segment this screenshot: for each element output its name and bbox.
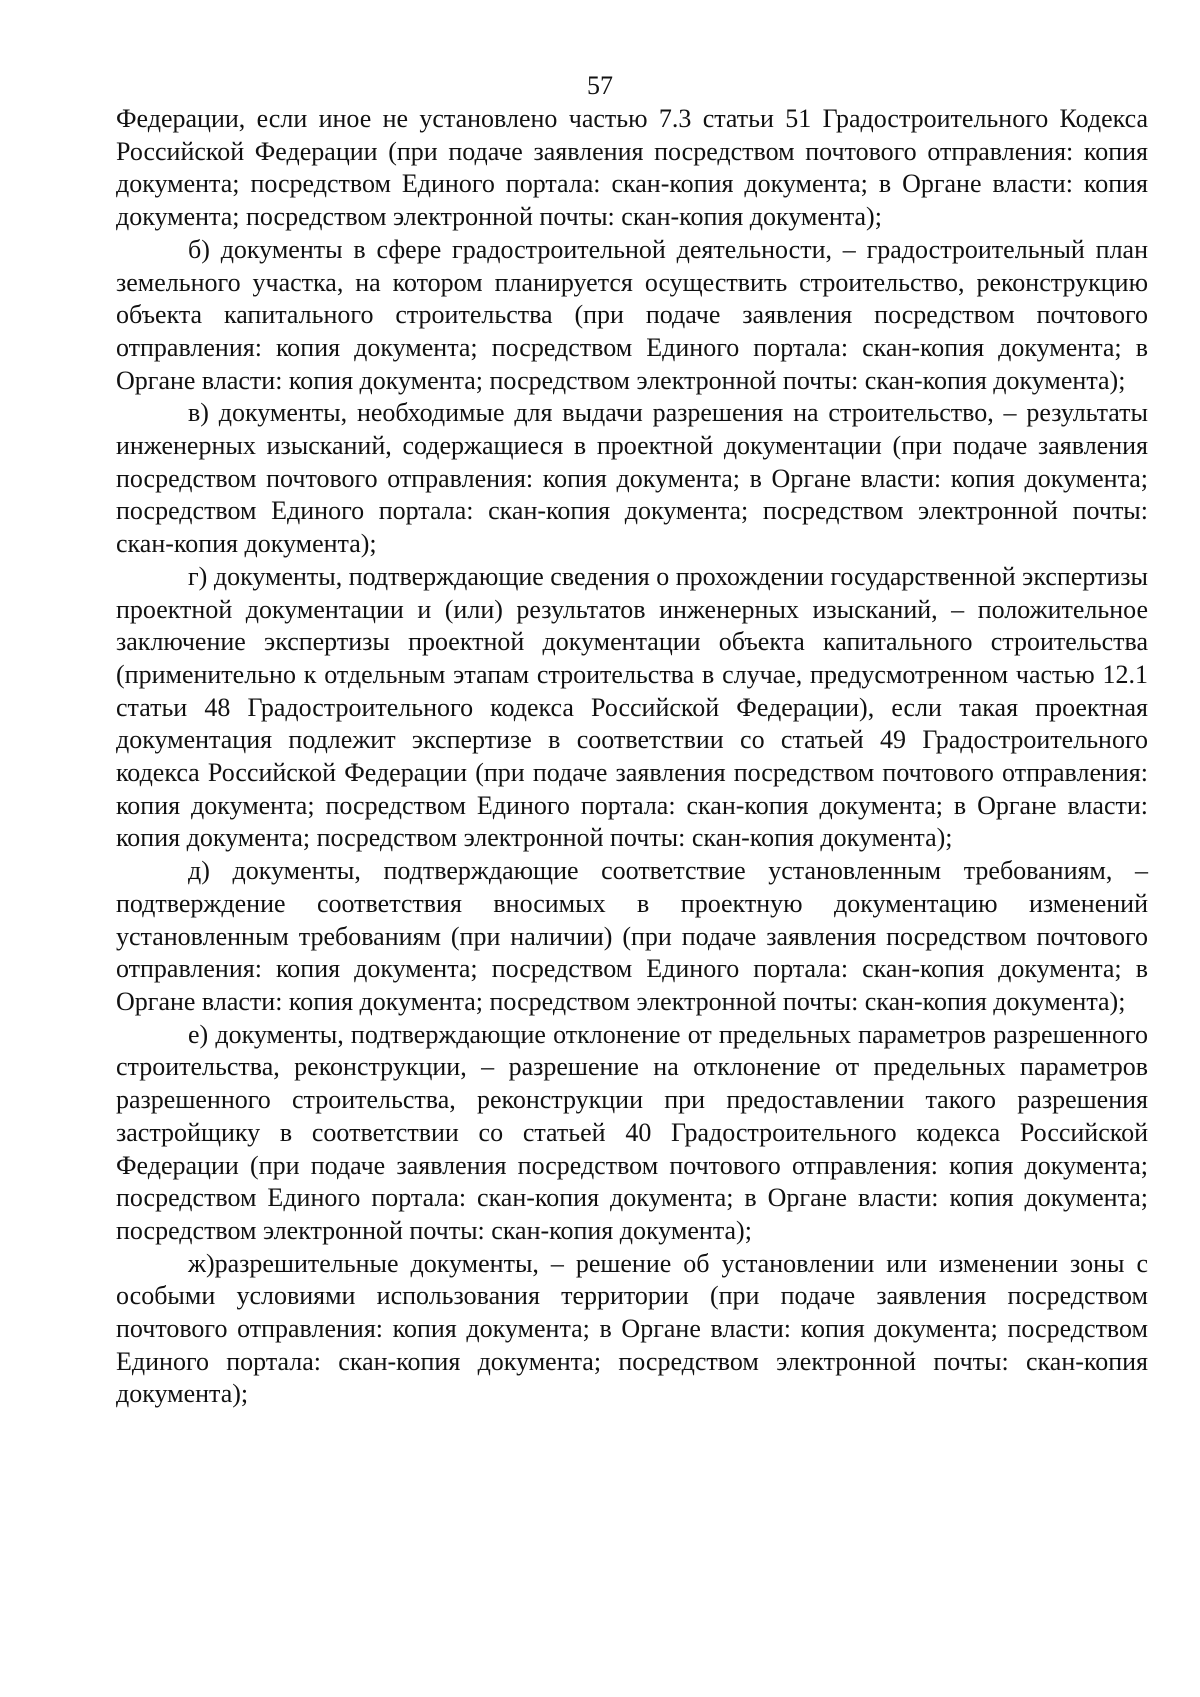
paragraph-continuation: Федерации, если иное не установлено частью 7.3 статьи 51 Градостроительного Кодекса Российской Федерации (при подаче заявления посредством почтового отправления: копия документа; посредством Единого портала: скан-копия документа; в Органе власти: копия документа; посредством электронной почты: скан-копия документа); — [116, 104, 1148, 232]
paragraph-item-d: д) документы, подтверждающие соответствие установленным требованиям, – подтверждение соответствия вносимых в проектную документацию изменений установленным требованиям (при наличии) (при подаче заявления посредством почтового отправления: копия документа; посредством Единого портала: скан-копия документа; в Органе власти: копия документа; посредством электронной почты: скан-копия документа); — [116, 856, 1148, 1016]
paragraph-item-zh: ж)разрешительные документы, – решение об установлении или изменении зоны с особыми условиями использования территории (при подаче заявления посредством почтового отправления: копия документа; в Органе власти: копия документа; посредством Единого портала: скан-копия документа; посредством электронной почты: скан-копия документа); — [116, 1248, 1148, 1409]
paragraph-item-v: в) документы, необходимые для выдачи разрешения на строительство, – результаты инженерных изысканий, содержащиеся в проектной документации (при подаче заявления посредством почтового отправления: копия документа; в Органе власти: копия документа; посредством Единого портала: скан-копия документа; посредством электронной почты: скан-копия документа); — [116, 398, 1148, 559]
paragraph-item-b: б) документы в сфере градостроительной деятельности, – градостроительный план земельного участка, на котором планируется осуществить строительство, реконструкцию объекта капитального строительства (при подаче заявления посредством почтового отправления: копия документа; посредством Единого портала: скан-копия документа; в Органе власти: копия документа; посредством электронной почты: скан-копия документа); — [116, 234, 1148, 395]
paragraph-item-g: г) документы, подтверждающие сведения о прохождении государственной экспертизы проектной документации и (или) результатов инженерных изысканий, – положительное заключение экспертизы проектной документации объекта капитального строительства (применительно к отдельным этапам строительства в случае, предусмотренном частью 12.1 статьи 48 Градостроительного кодекса Российской Федерации), если такая проектная документация подлежит экспертизе в соответствии со статьей 49 Градостроительного кодекса Российской Федерации (при подаче заявления посредством почтового отправления: копия документа; посредством Единого портала: скан-копия документа; в Органе власти: копия документа; посредством электронной почты: скан-копия документа); — [116, 561, 1148, 853]
document-body — [116, 103, 1148, 1411]
paragraph-item-e: е) документы, подтверждающие отклонение от предельных параметров разрешенного строительства, реконструкции, – разрешение на отклонение от предельных параметров разрешенного строительства, реконструкции при предоставлении такого разрешения застройщику в соответствии со статьей 40 Градостроительного кодекса Российской Федерации (при подаче заявления посредством почтового отправления: копия документа; посредством Единого портала: скан-копия документа; в Органе власти: копия документа; посредством электронной почты: скан-копия документа); — [116, 1019, 1148, 1245]
page-number: 57 — [587, 71, 613, 100]
